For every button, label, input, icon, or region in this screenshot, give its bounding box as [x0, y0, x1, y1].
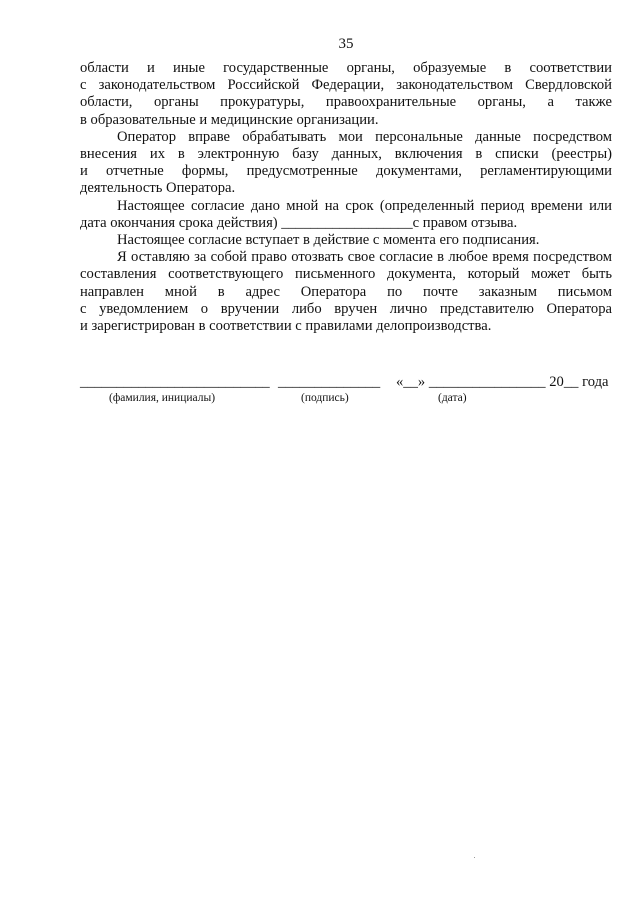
paragraph-effective-date [80, 232, 612, 249]
signature-block [80, 374, 612, 410]
text-line: области и иные государственные органы, образуемые в соответствии [80, 60, 612, 76]
text-line: внесения их в электронную базу данных, включения в списки (реестры) [80, 146, 612, 163]
text-line: Настоящее согласие дано мной на срок (определенный период времени или [117, 197, 612, 214]
text-line: Настоящее согласие вступает в действие с момента его подписания. [117, 232, 540, 249]
text-line: области, органы прокуратуры, правоохранительные органы, а также [80, 94, 612, 111]
signature-caption: (подпись) [301, 392, 349, 404]
text-line: составления соответствующего письменного документа, который может быть [80, 266, 612, 283]
name-caption: (фамилия, инициалы) [109, 392, 216, 404]
text-line: с законодательством Российской Федерации, законодательством Свердловской [80, 77, 612, 94]
text-line: в образовательные и медицинские организации. [80, 111, 379, 128]
page-number: 35 [338, 36, 354, 52]
text-line: дата окончания срока действия) __________________с правом отзыва. [80, 214, 518, 231]
paragraph-processing-methods [80, 129, 612, 198]
name-blank-field[interactable]: __________________________ [80, 374, 270, 390]
paragraph-recipients [80, 60, 612, 129]
date-blank-field[interactable]: «__» ________________ 20__ года [396, 374, 609, 390]
consent-body-text [80, 60, 612, 335]
signature-blank-field[interactable]: ______________ [278, 374, 381, 390]
paragraph-consent-term [80, 198, 612, 232]
text-line: с уведомлением о вручении либо вручен лично представителю Оператора [80, 300, 612, 317]
text-line: и зарегистрирован в соответствии с правилами делопроизводства. [80, 318, 492, 335]
text-line: деятельность Оператора. [80, 180, 236, 197]
scan-speck [474, 857, 475, 858]
text-line: Оператор вправе обрабатывать мои персональные данные посредством [117, 128, 612, 145]
text-line: и отчетные формы, предусмотренные документами, регламентирующими [80, 163, 612, 180]
date-caption: (дата) [438, 392, 467, 404]
text-line: Я оставляю за собой право отозвать свое согласие в любое время посредством [117, 249, 612, 266]
text-line: направлен мной в адрес Оператора по почте заказным письмом [80, 283, 612, 300]
paragraph-withdrawal-right [80, 249, 612, 335]
